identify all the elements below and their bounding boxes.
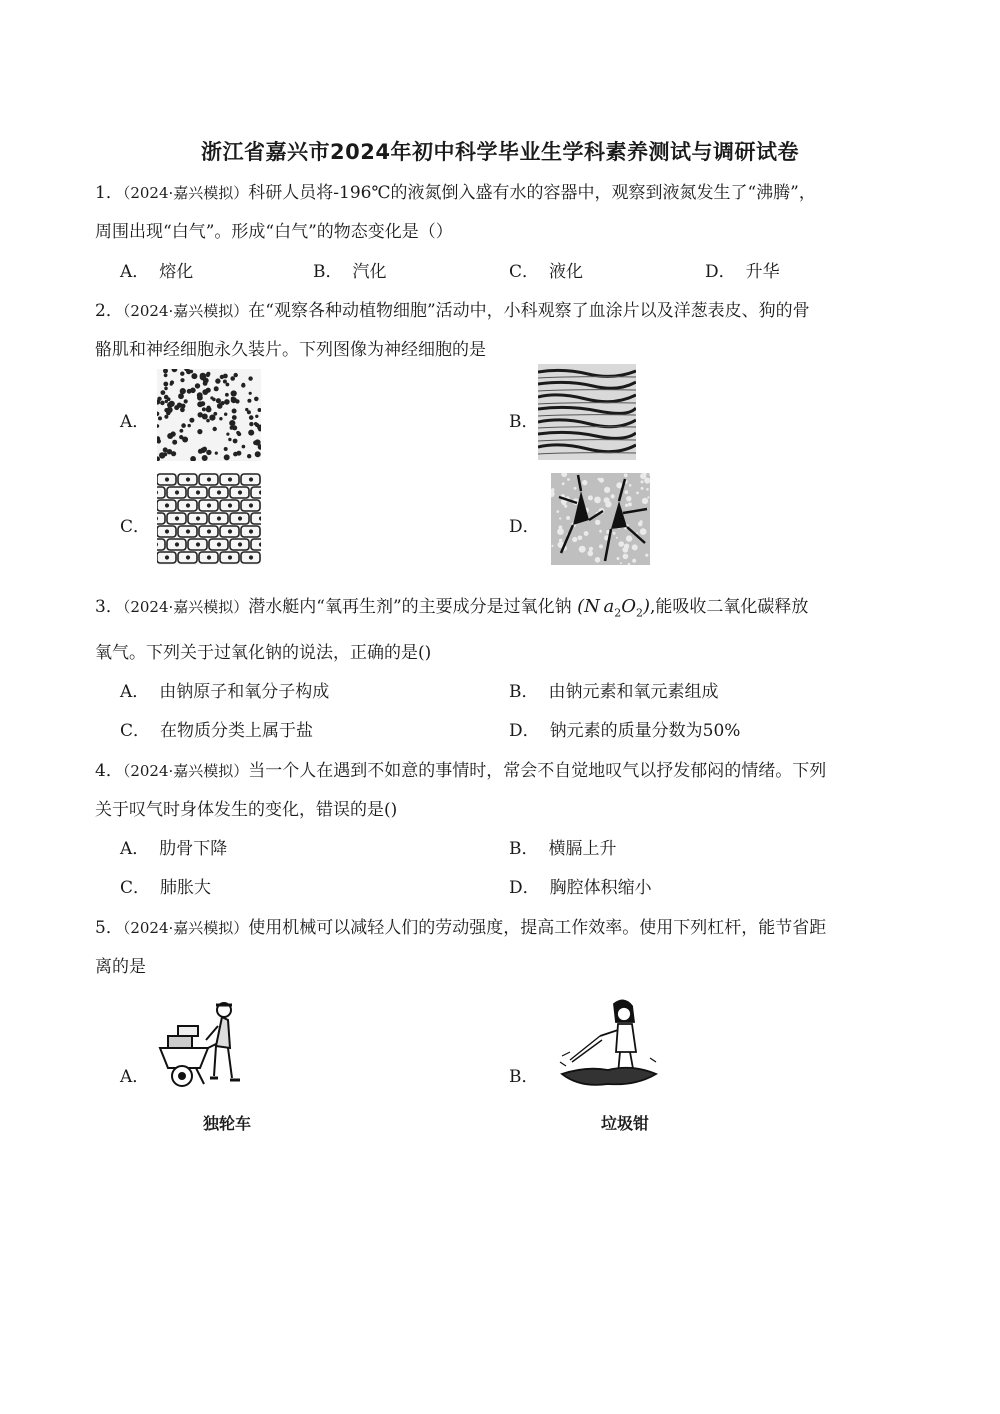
tissue-speck xyxy=(582,480,587,485)
blood-cell-dot xyxy=(206,373,210,377)
blood-cell-dot xyxy=(210,396,213,399)
tissue-speck xyxy=(562,482,565,485)
option-text: 肺胀大 xyxy=(160,878,212,898)
wheelbarrow-caption: 独轮车 xyxy=(203,1114,252,1133)
onion-epidermis-drawing xyxy=(157,473,261,565)
question-text: ,能吸收二氧化碳释放 xyxy=(650,597,809,617)
cell-nucleus xyxy=(229,478,232,481)
tissue-speck xyxy=(564,505,567,508)
question-number: 1． xyxy=(95,183,123,203)
cell-nucleus xyxy=(197,543,200,546)
blood-cell-dot xyxy=(163,382,168,387)
cell-nucleus xyxy=(166,478,169,481)
q2-option-d-label[interactable]: D． xyxy=(509,517,540,537)
cell-nucleus xyxy=(176,491,179,494)
blood-cell-dot xyxy=(203,447,207,451)
cell-nucleus xyxy=(208,478,211,481)
cell-nucleus xyxy=(250,478,253,481)
blood-cell-dot xyxy=(184,399,188,403)
question-source: （2024·嘉兴模拟） xyxy=(122,302,249,320)
blood-smear-drawing xyxy=(157,369,261,461)
blood-cell-dot xyxy=(254,397,259,402)
blood-cell-dot xyxy=(180,388,186,394)
blood-cell-dot xyxy=(231,397,234,400)
tissue-speck xyxy=(559,517,561,519)
blood-cell-dot xyxy=(206,450,211,455)
question-source: （2024·嘉兴模拟） xyxy=(122,598,249,616)
tissue-speck xyxy=(636,492,639,495)
tissue-speck xyxy=(588,495,593,500)
cell-nucleus xyxy=(239,543,242,546)
blood-cell-dot xyxy=(241,383,245,387)
tissue-speck xyxy=(613,532,616,535)
cell-nucleus xyxy=(239,491,242,494)
blood-cell-dot xyxy=(232,415,237,420)
option-label: B． xyxy=(313,262,343,282)
blood-cell-dot xyxy=(197,401,203,407)
question-4-line-2: 关于叹气时身体发生的变化，错误的是() xyxy=(95,800,398,820)
blood-cell-dot xyxy=(255,415,258,418)
tissue-speck xyxy=(584,531,589,536)
tissue-speck xyxy=(641,480,644,483)
question-text: 使用机械可以减轻人们的劳动强度，提高工作效率。使用下列杠杆，能节省距 xyxy=(248,918,827,938)
skeletal-muscle-image[interactable] xyxy=(538,364,636,460)
option-label: A． xyxy=(120,682,150,702)
option-label: B． xyxy=(509,682,539,702)
tissue-speck xyxy=(626,535,632,541)
tissue-speck xyxy=(618,541,624,547)
q1-option-c[interactable] xyxy=(509,257,583,282)
option-text: 横膈上升 xyxy=(548,839,617,859)
cell-nucleus xyxy=(208,504,211,507)
blood-cell-dot xyxy=(224,454,230,460)
tissue-speck xyxy=(628,502,632,506)
nerve-cell-image[interactable] xyxy=(551,473,650,565)
tissue-speck xyxy=(625,504,628,507)
blood-cell-dot xyxy=(164,408,168,412)
blood-cell-dot xyxy=(224,447,228,451)
blood-cell-dot xyxy=(230,426,234,430)
formula-subscript: 2 xyxy=(635,606,643,620)
blood-cell-dot xyxy=(249,422,253,426)
q3-option-b[interactable] xyxy=(509,677,719,702)
cell-nucleus xyxy=(250,556,253,559)
blood-cell-dot xyxy=(209,415,215,421)
blood-cell-dot xyxy=(187,389,192,394)
option-label: A． xyxy=(120,839,150,859)
formula-symbol: N xyxy=(584,596,600,617)
blood-cell-dot xyxy=(164,387,168,391)
cell-nucleus xyxy=(218,543,221,546)
cell-nucleus xyxy=(229,504,232,507)
blood-cell-dot xyxy=(202,389,208,395)
blood-cell-dot xyxy=(220,375,224,379)
option-text: 胸腔体积缩小 xyxy=(549,878,652,898)
tissue-speck xyxy=(551,545,553,547)
option-text: 在物质分类上属于盐 xyxy=(160,721,314,741)
blood-cell-dot xyxy=(179,403,182,406)
option-label: C． xyxy=(120,878,151,898)
sodium-peroxide-formula: (N $a_2O_2$) xyxy=(577,596,650,620)
blood-cell-dot xyxy=(206,419,210,423)
tissue-speck xyxy=(623,554,629,560)
blood-cell-dot xyxy=(216,398,221,403)
cell-nucleus xyxy=(250,504,253,507)
cell-nucleus xyxy=(187,530,190,533)
page-title: 浙江省嘉兴市2024年初中科学毕业生学科素养测试与调研试卷 xyxy=(201,140,799,164)
blood-cell-dot xyxy=(197,429,202,434)
cell-nucleus xyxy=(187,556,190,559)
tissue-speck xyxy=(632,559,636,563)
blood-cell-dot xyxy=(248,376,252,380)
tissue-speck xyxy=(574,487,577,490)
tissue-speck xyxy=(624,473,628,477)
blood-cell-dot xyxy=(234,373,238,377)
blood-cell-dot xyxy=(215,452,218,455)
cell-nucleus xyxy=(166,556,169,559)
nerve-cell-drawing xyxy=(551,473,650,565)
tissue-speck xyxy=(640,473,646,479)
blood-cell-dot xyxy=(197,395,203,401)
blood-cell-dot xyxy=(164,415,168,419)
q3-option-a[interactable] xyxy=(120,677,329,702)
question-number: 2． xyxy=(95,301,123,321)
blood-cell-dot xyxy=(180,372,184,376)
tissue-speck xyxy=(588,551,594,557)
blood-cell-dot xyxy=(202,455,208,461)
skeletal-muscle-drawing xyxy=(538,364,636,460)
blood-cell-dot xyxy=(172,440,177,445)
blood-cell-dot xyxy=(221,401,225,405)
blood-cell-dot xyxy=(223,380,227,384)
question-number: 4． xyxy=(95,761,123,781)
wheelbarrow-image[interactable] xyxy=(152,996,252,1102)
blood-cell-dot xyxy=(247,454,251,458)
question-5-line-2: 离的是 xyxy=(95,957,146,977)
blood-cell-dot xyxy=(170,380,174,384)
question-source: （2024·嘉兴模拟） xyxy=(122,762,249,780)
blood-cell-dot xyxy=(254,439,260,445)
cell-nucleus xyxy=(197,491,200,494)
tissue-speck xyxy=(566,516,570,520)
blood-cell-dot xyxy=(215,378,220,383)
option-text: 由钠元素和氧元素组成 xyxy=(548,682,719,702)
tissue-speck xyxy=(594,497,601,504)
blood-cell-dot xyxy=(180,378,184,382)
blood-cell-dot xyxy=(248,430,254,436)
blood-cell-dot xyxy=(224,413,227,416)
blood-cell-dot xyxy=(202,414,208,420)
blood-smear-image[interactable] xyxy=(157,369,261,461)
blood-cell-dot xyxy=(233,452,238,457)
tissue-speck xyxy=(557,528,564,535)
cell-nucleus xyxy=(260,543,261,546)
q3-option-c[interactable] xyxy=(120,716,313,741)
q4-option-a[interactable] xyxy=(120,834,227,859)
tissue-speck xyxy=(589,547,593,551)
blood-cell-dot xyxy=(219,417,222,420)
q1-option-a[interactable] xyxy=(120,257,193,282)
blood-cell-dot xyxy=(181,423,186,428)
option-label: D． xyxy=(509,721,540,741)
q4-option-d[interactable] xyxy=(509,873,652,898)
q5-option-b-label[interactable]: B． xyxy=(509,1067,539,1087)
cell-nucleus xyxy=(166,504,169,507)
question-text: 当一个人在遇到不如意的事情时，常会不自觉地叹气以抒发郁闷的情绪。下列 xyxy=(248,761,827,781)
blood-cell-dot xyxy=(228,438,231,441)
tissue-speck xyxy=(617,557,620,560)
tissue-speck xyxy=(557,510,560,513)
tissue-speck xyxy=(599,545,603,549)
question-3-line-1 xyxy=(95,592,808,620)
option-text: 由钠原子和氧分子构成 xyxy=(159,682,330,702)
blood-cell-dot xyxy=(233,439,238,444)
cell-nucleus xyxy=(197,517,200,520)
blood-cell-dot xyxy=(179,435,183,439)
tissue-speck xyxy=(616,537,618,539)
blood-cell-dot xyxy=(198,449,203,454)
blood-cell-dot xyxy=(160,401,165,406)
option-label: A． xyxy=(120,262,150,282)
blood-cell-dot xyxy=(200,373,206,379)
question-4-line-1 xyxy=(95,756,826,781)
cell-nucleus xyxy=(260,491,261,494)
q2-option-b-label[interactable]: B． xyxy=(509,412,539,432)
question-text: 科研人员将-196℃的液氮倒入盛有水的容器中，观察到液氮发生了“沸腾”， xyxy=(248,183,816,203)
blood-cell-dot xyxy=(163,452,167,456)
tissue-speck xyxy=(604,487,610,493)
q1-option-d[interactable] xyxy=(705,257,780,282)
tissue-speck xyxy=(629,484,632,487)
blood-cell-dot xyxy=(242,445,246,449)
formula-symbol: a xyxy=(603,596,615,617)
question-2-line-2: 骼肌和神经细胞永久装片。下列图像为神经细胞的是 xyxy=(95,340,486,360)
tissue-speck xyxy=(578,536,583,541)
blood-cell-dot xyxy=(247,399,251,403)
cell-nucleus xyxy=(229,530,232,533)
tissue-speck xyxy=(642,498,648,504)
tissue-speck xyxy=(605,501,611,507)
question-text: 在“观察各种动植物细胞”活动中，小科观察了血涂片以及洋葱表皮、狗的骨 xyxy=(248,301,810,321)
tissue-speck xyxy=(598,478,601,481)
blood-cell-dot xyxy=(225,393,229,397)
question-3-line-2: 氧气。下列关于过氧化钠的说法，正确的是() xyxy=(95,643,432,663)
q4-option-b[interactable] xyxy=(509,834,617,859)
option-label: D． xyxy=(509,878,540,898)
blood-cell-dot xyxy=(232,409,237,414)
tissue-speck xyxy=(599,530,602,533)
tissue-speck xyxy=(611,494,615,498)
tissue-speck xyxy=(606,499,609,502)
blood-cell-dot xyxy=(214,386,219,391)
blood-cell-dot xyxy=(249,392,252,395)
blood-cell-dot xyxy=(231,390,237,396)
blood-cell-dot xyxy=(213,427,217,431)
onion-epidermis-image[interactable] xyxy=(157,473,261,565)
q3-option-d[interactable] xyxy=(509,716,740,741)
tissue-speck xyxy=(572,537,577,542)
question-2-line-1 xyxy=(95,296,810,321)
formula-symbol: O xyxy=(621,596,636,617)
blood-cell-dot xyxy=(236,431,240,435)
option-label: C． xyxy=(509,262,540,282)
trash-tongs-drawing xyxy=(556,996,660,1098)
blood-cell-dot xyxy=(195,383,200,388)
blood-cell-dot xyxy=(164,373,168,377)
question-source: （2024·嘉兴模拟） xyxy=(122,919,249,937)
blood-cell-dot xyxy=(169,401,175,407)
blood-cell-dot xyxy=(167,433,173,439)
blood-cell-dot xyxy=(224,399,230,405)
option-text: 钠元素的质量分数为50% xyxy=(549,721,741,741)
cell-nucleus xyxy=(250,530,253,533)
blood-cell-dot xyxy=(255,451,261,457)
blood-cell-dot xyxy=(161,390,166,395)
tissue-speck xyxy=(624,544,629,549)
cell-nucleus xyxy=(229,556,232,559)
tissue-speck xyxy=(579,546,586,553)
cell-nucleus xyxy=(187,504,190,507)
formula-subscript: 2 xyxy=(614,606,622,620)
wheelbarrow-drawing xyxy=(152,996,252,1102)
cell-nucleus xyxy=(239,517,242,520)
q2-option-a-label[interactable]: A． xyxy=(120,412,150,432)
option-text: 液化 xyxy=(549,262,584,282)
question-number: 3． xyxy=(95,597,123,617)
question-5-line-1 xyxy=(95,913,826,938)
cell-nucleus xyxy=(176,517,179,520)
q2-option-c-label[interactable]: C． xyxy=(120,517,151,537)
question-number: 5． xyxy=(95,918,123,938)
blood-cell-dot xyxy=(179,395,183,399)
cell-nucleus xyxy=(218,491,221,494)
question-1-line-1 xyxy=(95,178,816,203)
tissue-speck xyxy=(595,520,600,525)
blood-cell-dot xyxy=(189,418,194,423)
option-text: 肋骨下降 xyxy=(159,839,228,859)
q4-option-c[interactable] xyxy=(120,873,211,898)
tissue-speck xyxy=(640,528,647,535)
cell-nucleus xyxy=(166,530,169,533)
option-text: 汽化 xyxy=(352,262,387,282)
tissue-speck xyxy=(626,496,631,501)
blood-cell-dot xyxy=(245,408,248,411)
blood-cell-dot xyxy=(171,451,176,456)
blood-cell-dot xyxy=(190,370,193,373)
cell-nucleus xyxy=(208,556,211,559)
tissue-speck xyxy=(647,496,649,498)
cell-nucleus xyxy=(176,543,179,546)
blood-cell-dot xyxy=(158,416,162,420)
cell-nucleus xyxy=(260,517,261,520)
option-text: 升华 xyxy=(745,262,780,282)
question-1-line-2: 周围出现“白气”。形成“白气”的物态变化是（） xyxy=(95,222,453,242)
cell-nucleus xyxy=(208,530,211,533)
blood-cell-dot xyxy=(226,383,230,387)
cell-nucleus xyxy=(218,517,221,520)
tissue-speck xyxy=(567,478,570,481)
blood-cell-dot xyxy=(249,415,254,420)
question-text: 潜水艇内“氧再生剂”的主要成分是过氧化钠 xyxy=(248,597,572,617)
tissue-speck xyxy=(620,562,622,564)
option-label: D． xyxy=(705,262,736,282)
blood-cell-dot xyxy=(188,424,191,427)
blood-cell-dot xyxy=(167,397,171,401)
cell-nucleus xyxy=(187,478,190,481)
tissue-speck xyxy=(624,490,628,494)
trash-tongs-image[interactable] xyxy=(556,996,660,1098)
option-label: C． xyxy=(120,721,151,741)
tissue-speck xyxy=(632,544,638,550)
option-text: 熔化 xyxy=(159,262,194,282)
trash-tongs-caption: 垃圾钳 xyxy=(601,1114,650,1133)
question-source: （2024·嘉兴模拟） xyxy=(122,184,249,202)
q5-option-a-label[interactable]: A． xyxy=(120,1067,150,1087)
tissue-speck xyxy=(638,522,643,527)
blood-cell-dot xyxy=(180,429,184,433)
tissue-speck xyxy=(595,557,601,563)
tissue-speck xyxy=(645,554,648,557)
blood-cell-dot xyxy=(191,373,197,379)
option-label: B． xyxy=(509,839,539,859)
blood-cell-dot xyxy=(229,420,235,426)
blood-cell-dot xyxy=(202,407,206,411)
blood-cell-dot xyxy=(206,407,211,412)
blood-cell-dot xyxy=(203,381,208,386)
tissue-speck xyxy=(646,488,649,491)
q1-option-b[interactable] xyxy=(313,257,387,282)
tissue-speck xyxy=(641,487,644,490)
blood-cell-dot xyxy=(254,422,258,426)
blood-cell-dot xyxy=(226,433,229,436)
blood-cell-dot xyxy=(230,376,235,381)
